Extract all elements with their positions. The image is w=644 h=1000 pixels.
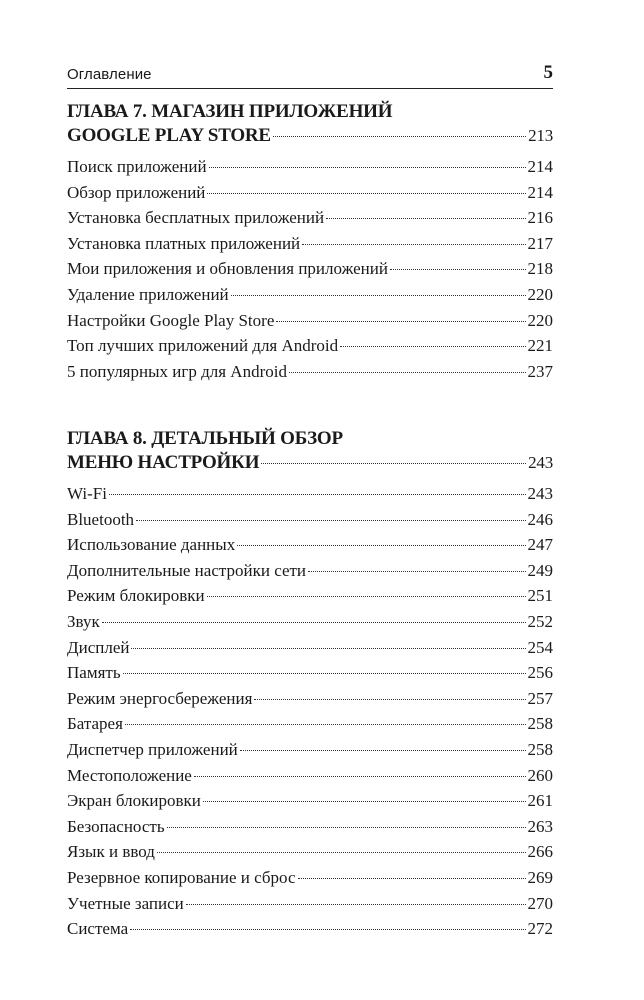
toc-entry-label: Wi-Fi — [67, 484, 107, 503]
toc-entry-label: Установка бесплатных приложений — [67, 208, 325, 228]
toc-entry[interactable] — [67, 814, 553, 840]
leader-dots — [209, 167, 526, 168]
chapter-page: 213 — [528, 126, 553, 145]
toc-entry-page: 270 — [527, 893, 553, 913]
leader-dots — [261, 463, 526, 464]
toc-entry-label: Удаление приложений — [67, 284, 229, 304]
toc-entry-label: Настройки Google Play Store — [67, 310, 275, 330]
toc-entry[interactable] — [67, 256, 553, 282]
toc-entry[interactable] — [67, 660, 553, 686]
toc-entry[interactable] — [67, 154, 553, 180]
toc-entry-label: Режим энергосбережения — [67, 688, 253, 708]
toc-entry[interactable] — [67, 865, 553, 891]
toc-entry-page: 269 — [527, 867, 553, 887]
toc-entry-page: 214 — [527, 182, 553, 202]
toc-entry[interactable] — [67, 788, 553, 814]
toc-entry[interactable] — [67, 711, 553, 737]
chapter-heading — [67, 100, 553, 148]
toc-entry-label: Мои приложения и обновления приложений — [67, 259, 388, 279]
chapter-heading-line2: GOOGLE PLAY STORE — [67, 125, 271, 146]
toc-entry-label: Режим блокировки — [67, 586, 205, 606]
toc-entry-page: 220 — [527, 310, 553, 330]
toc-entry-page: 221 — [527, 336, 553, 356]
toc-entry-label: Поиск приложений — [67, 157, 207, 176]
leader-dots — [276, 321, 525, 322]
toc-entry[interactable] — [67, 205, 553, 231]
toc-entry[interactable] — [67, 333, 553, 359]
chapter-heading-row[interactable] — [67, 451, 553, 475]
leader-dots — [167, 827, 526, 828]
leader-dots — [298, 878, 526, 879]
leader-dots — [207, 193, 525, 194]
toc-entry-page: 218 — [527, 259, 553, 279]
toc-entry-label: Дополнительные настройки сети — [67, 560, 307, 580]
toc-entry[interactable] — [67, 916, 553, 942]
leader-dots — [109, 494, 526, 495]
leader-dots — [302, 244, 525, 245]
header-title: Оглавление — [67, 66, 152, 83]
toc-entry[interactable] — [67, 481, 553, 507]
chapter-page: 243 — [528, 453, 553, 472]
chapter-7 — [67, 100, 553, 384]
toc-entry[interactable] — [67, 308, 553, 334]
toc-entry-label: Bluetooth — [67, 509, 135, 529]
leader-dots — [237, 545, 525, 546]
toc-entry-page: 246 — [527, 509, 553, 529]
leader-dots — [186, 904, 526, 905]
toc-entry-label: Топ лучших приложений для Android — [67, 336, 339, 356]
toc-entry-page: 260 — [527, 765, 553, 785]
leader-dots — [136, 520, 525, 521]
chapter-heading-line1: ГЛАВА 8. ДЕТАЛЬНЫЙ ОБЗОР — [67, 428, 343, 449]
toc-entry[interactable] — [67, 558, 553, 584]
toc-entry[interactable] — [67, 532, 553, 558]
leader-dots — [308, 571, 525, 572]
chapter-8 — [67, 427, 553, 942]
toc-entry-label: Установка платных приложений — [67, 233, 301, 253]
toc-entry-page: 256 — [527, 663, 553, 683]
toc-entry-page: 254 — [527, 637, 553, 657]
toc-entry-page: 272 — [527, 919, 553, 939]
toc-entry-label: Батарея — [67, 714, 123, 734]
toc-entry-label: Безопасность — [67, 816, 165, 836]
toc-entry[interactable] — [67, 737, 553, 763]
toc-entry[interactable] — [67, 763, 553, 789]
toc-entry-label: Обзор приложений — [67, 182, 206, 202]
toc-entry[interactable] — [67, 891, 553, 917]
chapter-heading-row[interactable] — [67, 124, 553, 148]
toc-entry[interactable] — [67, 583, 553, 609]
toc-entry-label: Память — [67, 663, 121, 683]
toc-entry-label: Местоположение — [67, 765, 192, 785]
leader-dots — [131, 648, 525, 649]
toc-entry-label: Дисплей — [67, 637, 130, 657]
toc-entry-label: Использование данных — [67, 535, 236, 555]
toc-entry-label: Учетные записи — [67, 893, 184, 913]
leader-dots — [123, 673, 526, 674]
toc-entry-page: 237 — [527, 361, 553, 381]
running-header — [67, 62, 553, 89]
leader-dots — [102, 622, 526, 623]
leader-dots — [254, 699, 525, 700]
toc-entry-page: 258 — [527, 714, 553, 734]
toc-entry-page: 258 — [527, 739, 553, 759]
toc-entry[interactable] — [67, 282, 553, 308]
toc-entry-page: 216 — [527, 208, 553, 228]
toc-entry-label: Звук — [67, 611, 100, 631]
leader-dots — [203, 801, 526, 802]
toc-entries — [67, 481, 553, 942]
toc-entry-page: 214 — [527, 157, 553, 176]
leader-dots — [340, 346, 525, 347]
toc-entry-page: 257 — [527, 688, 553, 708]
toc-entry[interactable] — [67, 231, 553, 257]
toc-entry-label: 5 популярных игр для Android — [67, 361, 287, 381]
leader-dots — [289, 372, 526, 373]
chapter-heading-line1: ГЛАВА 7. МАГАЗИН ПРИЛОЖЕНИЙ — [67, 101, 393, 122]
toc-entry[interactable] — [67, 635, 553, 661]
chapter-heading — [67, 427, 553, 475]
toc-entry-label: Резервное копирование и сброс — [67, 867, 296, 887]
toc-entry-page: 217 — [527, 233, 553, 253]
leader-dots — [157, 852, 526, 853]
toc-entry-page: 252 — [527, 611, 553, 631]
leader-dots — [194, 776, 526, 777]
toc-entry-label: Экран блокировки — [67, 791, 201, 811]
chapter-heading-line2: МЕНЮ НАСТРОЙКИ — [67, 452, 260, 473]
toc-entry-page: 220 — [527, 284, 553, 304]
toc-entry[interactable] — [67, 359, 553, 385]
leader-dots — [326, 218, 525, 219]
toc-entry-page: 247 — [527, 535, 553, 555]
toc-entry-page: 243 — [527, 484, 553, 503]
leader-dots — [273, 136, 526, 137]
toc-entry-page: 261 — [527, 791, 553, 811]
leader-dots — [125, 724, 526, 725]
leader-dots — [207, 596, 526, 597]
toc-entry-label: Диспетчер приложений — [67, 739, 238, 759]
page-number: 5 — [543, 62, 553, 83]
toc-entry[interactable] — [67, 609, 553, 635]
toc-entries — [67, 154, 553, 384]
toc-entry[interactable] — [67, 839, 553, 865]
toc-entry-page: 249 — [527, 560, 553, 580]
toc-entry[interactable] — [67, 507, 553, 533]
toc-entry-label: Язык и ввод — [67, 842, 155, 862]
leader-dots — [240, 750, 526, 751]
leader-dots — [231, 295, 526, 296]
toc-entry-page: 251 — [527, 586, 553, 606]
toc-entry[interactable] — [67, 686, 553, 712]
toc-entry-page: 263 — [527, 816, 553, 836]
toc-entry-page: 266 — [527, 842, 553, 862]
toc-entry-label: Система — [67, 919, 129, 939]
toc-entry[interactable] — [67, 180, 553, 206]
leader-dots — [390, 269, 526, 270]
leader-dots — [130, 929, 525, 930]
